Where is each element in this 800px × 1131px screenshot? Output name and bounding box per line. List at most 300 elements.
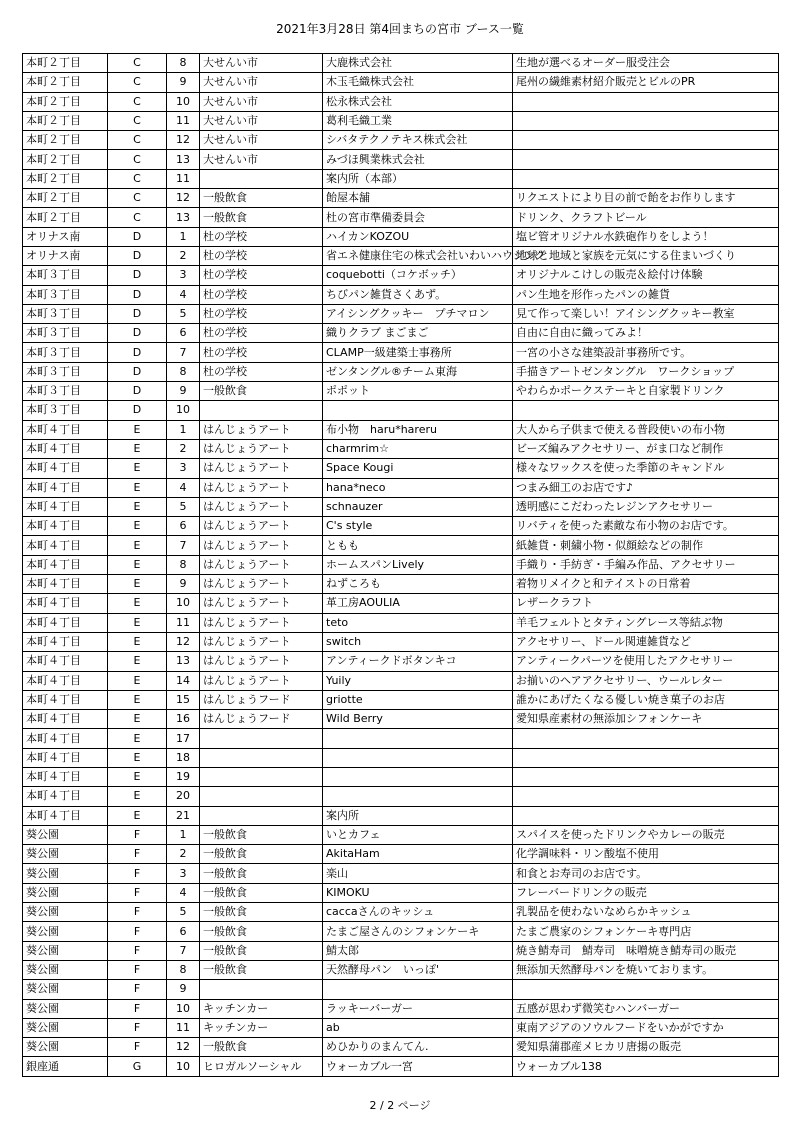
- cell-block: E: [108, 478, 167, 497]
- cell-category: はんじょうアート: [200, 420, 323, 439]
- cell-number: 11: [167, 111, 200, 130]
- cell-description: 誰かにあげたくなる優しい焼き菓子のお店: [513, 690, 779, 709]
- cell-area: 本町４丁目: [23, 729, 108, 748]
- cell-block: F: [108, 864, 167, 883]
- cell-number: 9: [167, 382, 200, 401]
- cell-description: つまみ細工のお店です♪: [513, 478, 779, 497]
- cell-category: はんじょうアート: [200, 478, 323, 497]
- cell-block: F: [108, 883, 167, 902]
- cell-block: F: [108, 1018, 167, 1037]
- cell-category: 一般飲食: [200, 960, 323, 979]
- cell-area: 本町４丁目: [23, 690, 108, 709]
- cell-booth-name: 楽山: [323, 864, 513, 883]
- cell-description: 生地が選べるオーダー服受注会: [513, 54, 779, 73]
- cell-block: E: [108, 517, 167, 536]
- cell-number: 9: [167, 980, 200, 999]
- cell-area: 本町４丁目: [23, 806, 108, 825]
- cell-number: 2: [167, 246, 200, 265]
- cell-number: 3: [167, 266, 200, 285]
- cell-booth-name: たまご屋さんのシフォンケーキ: [323, 922, 513, 941]
- cell-category: 杜の学校: [200, 227, 323, 246]
- cell-description: 無添加天然酵母パンを焼いております。: [513, 960, 779, 979]
- cell-category: はんじょうアート: [200, 555, 323, 574]
- cell-area: 葵公園: [23, 864, 108, 883]
- table-row: [23, 555, 779, 574]
- cell-area: オリナス南: [23, 246, 108, 265]
- cell-block: F: [108, 960, 167, 979]
- cell-category: はんじょうアート: [200, 459, 323, 478]
- cell-description: 自由に自由に織ってみよ！: [513, 324, 779, 343]
- cell-number: 7: [167, 536, 200, 555]
- table-row: [23, 92, 779, 111]
- table-row: [23, 903, 779, 922]
- cell-number: 13: [167, 652, 200, 671]
- table-row: [23, 690, 779, 709]
- cell-category: 杜の学校: [200, 343, 323, 362]
- cell-description: アクセサリー、ドール関連雑貨など: [513, 632, 779, 651]
- cell-block: E: [108, 497, 167, 516]
- cell-number: 17: [167, 729, 200, 748]
- cell-number: 20: [167, 787, 200, 806]
- cell-area: 本町４丁目: [23, 787, 108, 806]
- cell-booth-name: ポポット: [323, 382, 513, 401]
- table-row: [23, 382, 779, 401]
- cell-booth-name: ちびパン雑貨さくあず。: [323, 285, 513, 304]
- cell-number: 7: [167, 343, 200, 362]
- cell-category: 杜の学校: [200, 304, 323, 323]
- cell-description: フレーバードリンクの販売: [513, 883, 779, 902]
- table-row: [23, 285, 779, 304]
- cell-booth-name: 織りクラブ まごまご: [323, 324, 513, 343]
- cell-area: 本町４丁目: [23, 517, 108, 536]
- cell-number: 11: [167, 613, 200, 632]
- cell-description: ビーズ編みアクセサリー、がま口など制作: [513, 439, 779, 458]
- cell-area: 本町３丁目: [23, 343, 108, 362]
- table-row: [23, 324, 779, 343]
- cell-category: 杜の学校: [200, 324, 323, 343]
- cell-category: はんじょうフード: [200, 710, 323, 729]
- cell-description: [513, 980, 779, 999]
- cell-area: 葵公園: [23, 999, 108, 1018]
- cell-booth-name: 杜の宮市準備委員会: [323, 208, 513, 227]
- cell-number: 12: [167, 189, 200, 208]
- cell-number: 2: [167, 845, 200, 864]
- cell-block: E: [108, 767, 167, 786]
- page-title: 2021年3月28日 第4回まちの宮市 ブース一覧: [276, 22, 524, 36]
- cell-category: キッチンカー: [200, 999, 323, 1018]
- cell-block: C: [108, 111, 167, 130]
- table-row: [23, 729, 779, 748]
- cell-area: 本町４丁目: [23, 671, 108, 690]
- table-row: [23, 131, 779, 150]
- table-row: [23, 497, 779, 516]
- table-row: [23, 825, 779, 844]
- cell-area: 本町４丁目: [23, 767, 108, 786]
- cell-description: 見て作って楽しい！アイシングクッキー教室: [513, 304, 779, 323]
- table-row: [23, 671, 779, 690]
- cell-area: 本町４丁目: [23, 652, 108, 671]
- cell-description: 焼き鯖寿司 鯖寿司 味噌焼き鯖寿司の販売: [513, 941, 779, 960]
- cell-category: 大せんい市: [200, 131, 323, 150]
- cell-block: C: [108, 189, 167, 208]
- cell-category: はんじょうフード: [200, 690, 323, 709]
- cell-category: 大せんい市: [200, 92, 323, 111]
- cell-booth-name: [323, 787, 513, 806]
- cell-block: D: [108, 246, 167, 265]
- cell-block: E: [108, 594, 167, 613]
- table-row: [23, 150, 779, 169]
- booth-table: [22, 53, 779, 1077]
- cell-booth-name: griotte: [323, 690, 513, 709]
- cell-number: 21: [167, 806, 200, 825]
- cell-block: D: [108, 343, 167, 362]
- cell-number: 5: [167, 903, 200, 922]
- table-row: [23, 401, 779, 420]
- cell-booth-name: アンティークドボタンキコ: [323, 652, 513, 671]
- cell-booth-name: Yuily: [323, 671, 513, 690]
- cell-area: 葵公園: [23, 845, 108, 864]
- cell-number: 10: [167, 594, 200, 613]
- cell-block: E: [108, 690, 167, 709]
- cell-category: 大せんい市: [200, 150, 323, 169]
- cell-area: 本町３丁目: [23, 324, 108, 343]
- table-row: [23, 864, 779, 883]
- cell-category: [200, 806, 323, 825]
- cell-block: D: [108, 266, 167, 285]
- cell-area: 本町４丁目: [23, 632, 108, 651]
- table-row: [23, 652, 779, 671]
- cell-description: ドリンク、クラフトビール: [513, 208, 779, 227]
- cell-block: E: [108, 555, 167, 574]
- table-row: [23, 459, 779, 478]
- cell-area: 葵公園: [23, 903, 108, 922]
- cell-area: 本町２丁目: [23, 54, 108, 73]
- table-row: [23, 980, 779, 999]
- cell-category: [200, 401, 323, 420]
- cell-booth-name: 省エネ健康住宅の株式会社いわいハウジング: [323, 246, 513, 265]
- cell-category: 大せんい市: [200, 111, 323, 130]
- cell-number: 1: [167, 420, 200, 439]
- cell-block: D: [108, 227, 167, 246]
- cell-description: [513, 767, 779, 786]
- cell-category: 一般飲食: [200, 903, 323, 922]
- table-row: [23, 304, 779, 323]
- cell-block: C: [108, 169, 167, 188]
- cell-number: 15: [167, 690, 200, 709]
- cell-category: 杜の学校: [200, 246, 323, 265]
- cell-area: 本町４丁目: [23, 478, 108, 497]
- cell-number: 12: [167, 1038, 200, 1057]
- cell-area: 葵公園: [23, 1038, 108, 1057]
- cell-area: 葵公園: [23, 883, 108, 902]
- table-row: [23, 343, 779, 362]
- cell-category: はんじょうアート: [200, 652, 323, 671]
- cell-description: 手描きアートゼンタングル ワークショップ: [513, 362, 779, 381]
- cell-booth-name: hana*neco: [323, 478, 513, 497]
- cell-block: E: [108, 536, 167, 555]
- cell-booth-name: 松永株式会社: [323, 92, 513, 111]
- cell-area: 本町４丁目: [23, 594, 108, 613]
- cell-booth-name: いとカフェ: [323, 825, 513, 844]
- table-row: [23, 748, 779, 767]
- table-row: [23, 362, 779, 381]
- cell-area: 本町３丁目: [23, 304, 108, 323]
- cell-booth-name: ねずころも: [323, 575, 513, 594]
- cell-area: 本町３丁目: [23, 266, 108, 285]
- cell-area: 本町４丁目: [23, 613, 108, 632]
- table-row: [23, 536, 779, 555]
- cell-booth-name: 布小物 haru*hareru: [323, 420, 513, 439]
- cell-description: [513, 401, 779, 420]
- cell-area: 葵公園: [23, 922, 108, 941]
- cell-number: 3: [167, 864, 200, 883]
- cell-number: 6: [167, 922, 200, 941]
- cell-area: 本町２丁目: [23, 111, 108, 130]
- cell-booth-name: switch: [323, 632, 513, 651]
- table-row: [23, 73, 779, 92]
- cell-description: 一宮の小さな建築設計事務所です。: [513, 343, 779, 362]
- cell-number: 14: [167, 671, 200, 690]
- cell-description: 透明感にこだわったレジンアクセサリー: [513, 497, 779, 516]
- cell-block: E: [108, 459, 167, 478]
- cell-block: C: [108, 150, 167, 169]
- cell-block: E: [108, 439, 167, 458]
- cell-booth-name: coquebotti（コケボッチ）: [323, 266, 513, 285]
- cell-category: はんじょうアート: [200, 497, 323, 516]
- cell-description: [513, 131, 779, 150]
- cell-block: E: [108, 787, 167, 806]
- table-row: [23, 613, 779, 632]
- cell-booth-name: シバタテクノテキス株式会社: [323, 131, 513, 150]
- cell-category: 一般飲食: [200, 1038, 323, 1057]
- cell-number: 3: [167, 459, 200, 478]
- cell-description: リバティを使った素敵な布小物のお店です。: [513, 517, 779, 536]
- cell-description: [513, 111, 779, 130]
- table-row: [23, 594, 779, 613]
- table-row: [23, 806, 779, 825]
- cell-number: 8: [167, 54, 200, 73]
- cell-area: 本町４丁目: [23, 536, 108, 555]
- cell-booth-name: caccaさんのキッシュ: [323, 903, 513, 922]
- cell-area: 本町４丁目: [23, 439, 108, 458]
- cell-description: [513, 748, 779, 767]
- table-row: [23, 439, 779, 458]
- cell-area: 本町４丁目: [23, 710, 108, 729]
- table-row: [23, 208, 779, 227]
- cell-area: 本町３丁目: [23, 382, 108, 401]
- cell-description: 尾州の繊維素材紹介販売とビルのPR: [513, 73, 779, 92]
- table-row: [23, 246, 779, 265]
- table-row: [23, 517, 779, 536]
- cell-description: たまご農家のシフォンケーキ専門店: [513, 922, 779, 941]
- table-row: [23, 845, 779, 864]
- cell-description: オリジナルこけしの販売＆絵付け体験: [513, 266, 779, 285]
- cell-area: オリナス南: [23, 227, 108, 246]
- cell-block: D: [108, 324, 167, 343]
- cell-category: 大せんい市: [200, 54, 323, 73]
- cell-number: 6: [167, 517, 200, 536]
- cell-description: 塩ビ管オリジナル水鉄砲作りをしよう！: [513, 227, 779, 246]
- cell-description: 化学調味料・リン酸塩不使用: [513, 845, 779, 864]
- cell-area: 本町２丁目: [23, 189, 108, 208]
- cell-description: レザークラフト: [513, 594, 779, 613]
- cell-booth-name: [323, 748, 513, 767]
- cell-block: E: [108, 420, 167, 439]
- cell-booth-name: Wild Berry: [323, 710, 513, 729]
- cell-category: 一般飲食: [200, 382, 323, 401]
- cell-category: はんじょうアート: [200, 536, 323, 555]
- cell-description: 和食とお寿司のお店です。: [513, 864, 779, 883]
- cell-category: [200, 787, 323, 806]
- cell-area: 本町３丁目: [23, 362, 108, 381]
- cell-booth-name: [323, 767, 513, 786]
- cell-area: 本町２丁目: [23, 150, 108, 169]
- cell-number: 12: [167, 131, 200, 150]
- cell-category: 一般飲食: [200, 941, 323, 960]
- cell-block: D: [108, 382, 167, 401]
- cell-number: 13: [167, 208, 200, 227]
- table-row: [23, 1057, 779, 1076]
- cell-booth-name: ともも: [323, 536, 513, 555]
- cell-number: 4: [167, 478, 200, 497]
- cell-area: 葵公園: [23, 1018, 108, 1037]
- cell-area: 本町４丁目: [23, 555, 108, 574]
- table-row: [23, 883, 779, 902]
- cell-description: [513, 150, 779, 169]
- cell-block: C: [108, 131, 167, 150]
- cell-block: F: [108, 825, 167, 844]
- cell-category: 杜の学校: [200, 362, 323, 381]
- table-row: [23, 787, 779, 806]
- table-row: [23, 999, 779, 1018]
- cell-area: 本町３丁目: [23, 285, 108, 304]
- cell-description: 東南アジアのソウルフードをいかがですか: [513, 1018, 779, 1037]
- cell-description: アンティークパーツを使用したアクセサリー: [513, 652, 779, 671]
- cell-booth-name: 鯖太郎: [323, 941, 513, 960]
- cell-booth-name: AkitaHam: [323, 845, 513, 864]
- cell-block: D: [108, 304, 167, 323]
- cell-block: C: [108, 208, 167, 227]
- table-row: [23, 420, 779, 439]
- cell-category: キッチンカー: [200, 1018, 323, 1037]
- table-row: [23, 54, 779, 73]
- cell-number: 2: [167, 439, 200, 458]
- cell-block: E: [108, 575, 167, 594]
- cell-block: F: [108, 941, 167, 960]
- cell-category: [200, 980, 323, 999]
- cell-number: 7: [167, 941, 200, 960]
- table-row: [23, 941, 779, 960]
- cell-booth-name: ホームスパンLively: [323, 555, 513, 574]
- cell-category: はんじょうアート: [200, 575, 323, 594]
- cell-number: 8: [167, 362, 200, 381]
- cell-booth-name: C's style: [323, 517, 513, 536]
- cell-description: [513, 729, 779, 748]
- cell-category: 一般飲食: [200, 883, 323, 902]
- cell-block: D: [108, 401, 167, 420]
- table-row: [23, 1018, 779, 1037]
- cell-block: C: [108, 92, 167, 111]
- cell-category: 一般飲食: [200, 189, 323, 208]
- cell-number: 11: [167, 169, 200, 188]
- cell-area: 本町２丁目: [23, 73, 108, 92]
- cell-description: 様々なワックスを使った季節のキャンドル: [513, 459, 779, 478]
- cell-number: 19: [167, 767, 200, 786]
- cell-block: E: [108, 632, 167, 651]
- cell-block: E: [108, 729, 167, 748]
- cell-category: [200, 767, 323, 786]
- cell-number: 13: [167, 150, 200, 169]
- cell-description: スパイスを使ったドリンクやカレーの販売: [513, 825, 779, 844]
- cell-area: 銀座通: [23, 1057, 108, 1076]
- cell-booth-name: 天然酵母パン いっぽ': [323, 960, 513, 979]
- table-row: [23, 227, 779, 246]
- cell-category: 一般飲食: [200, 864, 323, 883]
- cell-number: 9: [167, 575, 200, 594]
- table-row: [23, 710, 779, 729]
- cell-description: 地球と地域と家族を元気にする住まいづくり: [513, 246, 779, 265]
- cell-booth-name: 飴屋本舗: [323, 189, 513, 208]
- cell-number: 6: [167, 324, 200, 343]
- table-row: [23, 1038, 779, 1057]
- cell-booth-name: 木玉毛織株式会社: [323, 73, 513, 92]
- cell-category: [200, 169, 323, 188]
- cell-number: 9: [167, 73, 200, 92]
- table-row: [23, 478, 779, 497]
- cell-description: パン生地を形作ったパンの雑貨: [513, 285, 779, 304]
- cell-number: 10: [167, 1057, 200, 1076]
- cell-area: 葵公園: [23, 960, 108, 979]
- cell-booth-name: 葛利毛織工業: [323, 111, 513, 130]
- table-row: [23, 169, 779, 188]
- cell-area: 本町４丁目: [23, 748, 108, 767]
- cell-booth-name: Space Kougi: [323, 459, 513, 478]
- cell-booth-name: [323, 980, 513, 999]
- cell-booth-name: ウォーカブル一宮: [323, 1057, 513, 1076]
- cell-area: 本町２丁目: [23, 131, 108, 150]
- cell-booth-name: 案内所（本部）: [323, 169, 513, 188]
- cell-number: 18: [167, 748, 200, 767]
- cell-description: 五感が思わず微笑むハンバーガー: [513, 999, 779, 1018]
- cell-description: 愛知県蒲郡産メヒカリ唐揚の販売: [513, 1038, 779, 1057]
- cell-number: 11: [167, 1018, 200, 1037]
- cell-category: ヒロガルソーシャル: [200, 1057, 323, 1076]
- cell-area: 本町２丁目: [23, 92, 108, 111]
- cell-block: F: [108, 845, 167, 864]
- cell-category: はんじょうアート: [200, 671, 323, 690]
- cell-description: やわらかポークステーキと自家製ドリンク: [513, 382, 779, 401]
- cell-booth-name: teto: [323, 613, 513, 632]
- cell-category: 一般飲食: [200, 825, 323, 844]
- cell-category: 大せんい市: [200, 73, 323, 92]
- cell-booth-name: schnauzer: [323, 497, 513, 516]
- cell-booth-name: みづほ興業株式会社: [323, 150, 513, 169]
- cell-number: 1: [167, 825, 200, 844]
- cell-description: お揃いのヘアアクセサリー、ウールレター: [513, 671, 779, 690]
- cell-area: 本町３丁目: [23, 401, 108, 420]
- cell-booth-name: めひかりのまんてん.: [323, 1038, 513, 1057]
- cell-description: [513, 787, 779, 806]
- cell-category: はんじょうアート: [200, 517, 323, 536]
- cell-block: C: [108, 54, 167, 73]
- table-row: [23, 632, 779, 651]
- cell-number: 1: [167, 227, 200, 246]
- cell-block: E: [108, 671, 167, 690]
- cell-description: 手織り・手紡ぎ・手編み作品、アクセサリー: [513, 555, 779, 574]
- cell-category: [200, 748, 323, 767]
- cell-description: [513, 169, 779, 188]
- cell-block: E: [108, 652, 167, 671]
